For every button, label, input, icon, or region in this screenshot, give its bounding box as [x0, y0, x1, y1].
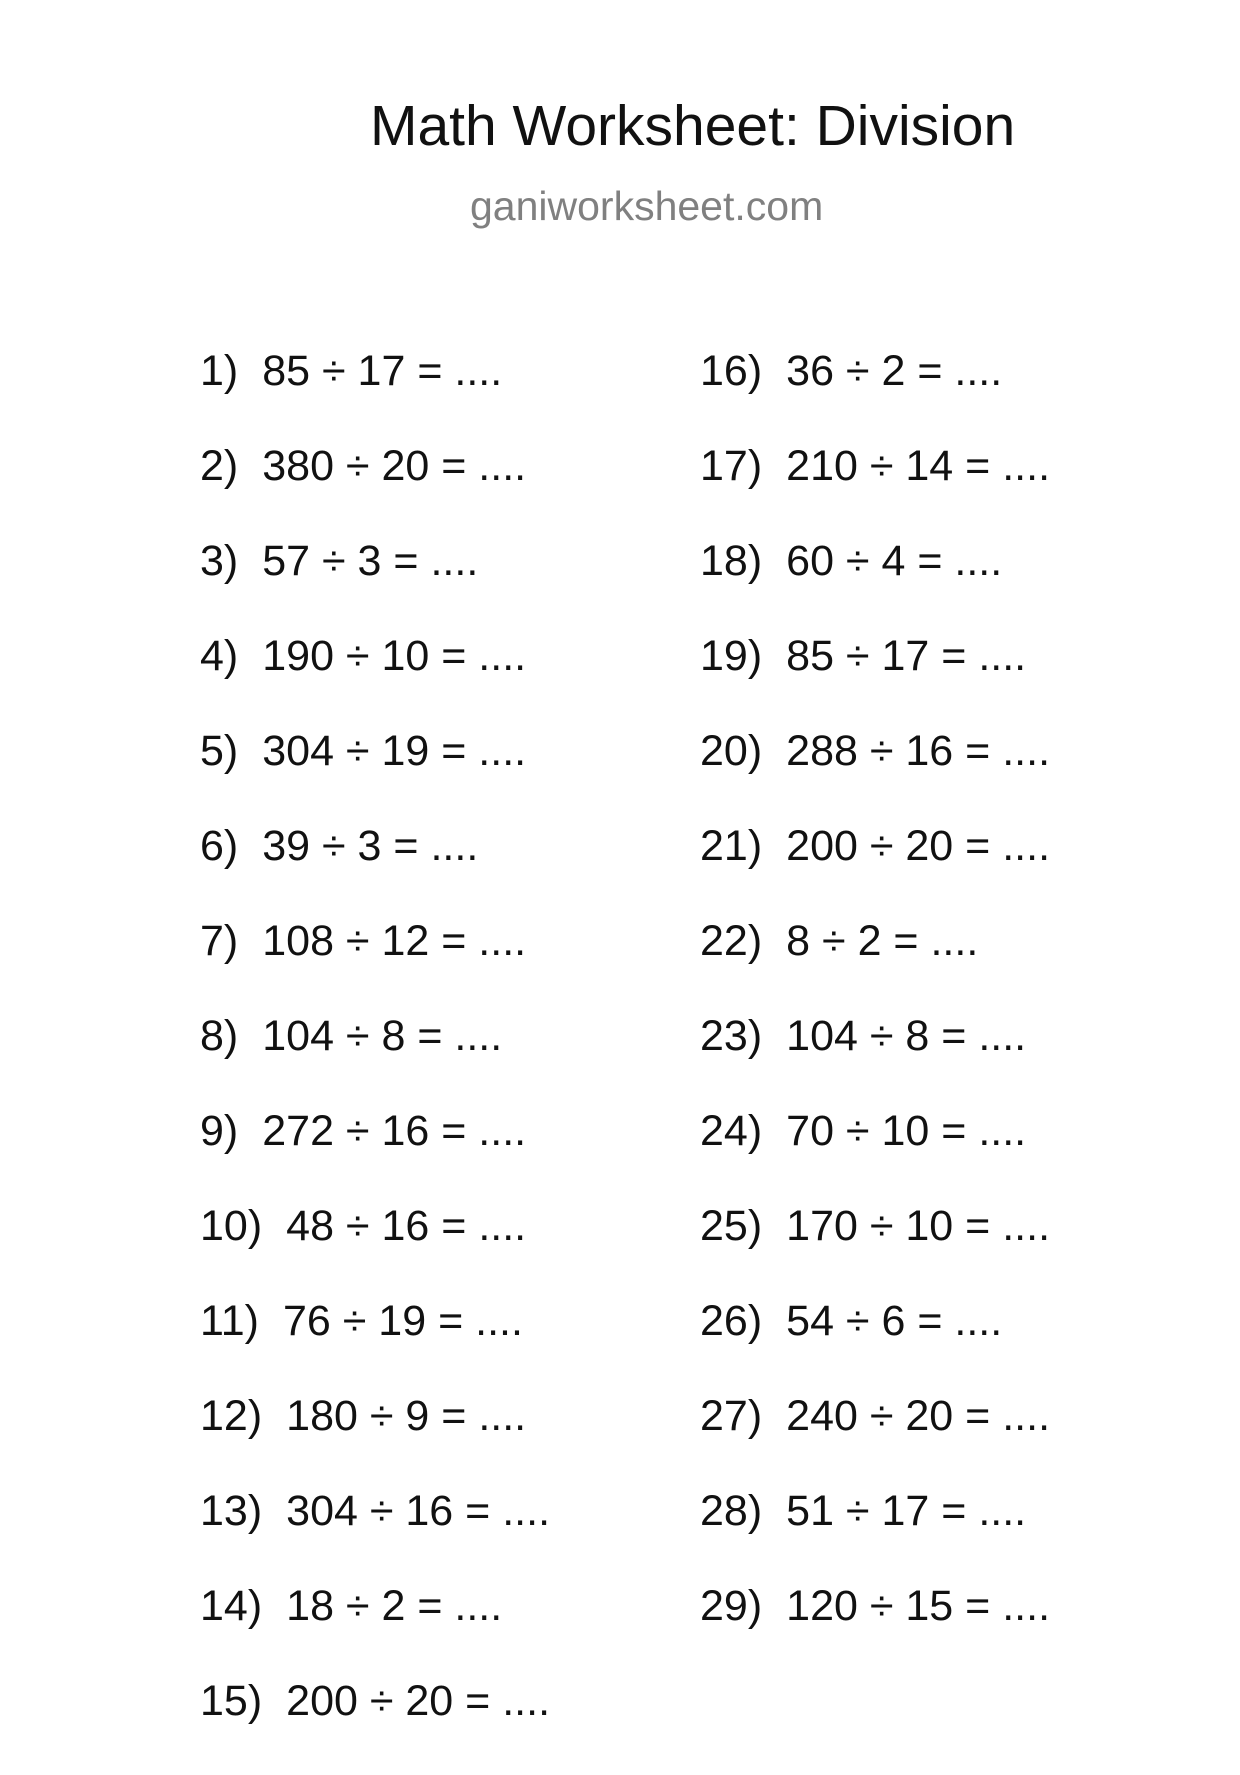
- problem-expression: 380 ÷ 20 = ....: [262, 442, 527, 490]
- problem-12: [200, 1392, 550, 1490]
- problem-1: [200, 347, 550, 445]
- problem-19: [700, 632, 1050, 730]
- problem-26: [700, 1297, 1050, 1395]
- problem-number: 13): [200, 1487, 263, 1535]
- problem-number: 10): [200, 1202, 263, 1250]
- problem-18: [700, 537, 1050, 635]
- problem-number: 19): [700, 632, 763, 680]
- problem-10: [200, 1202, 550, 1300]
- problem-27: [700, 1392, 1051, 1490]
- problem-expression: 76 ÷ 19 = ....: [282, 1297, 523, 1345]
- problem-expression: 170 ÷ 10 = ....: [786, 1202, 1051, 1250]
- problem-expression: 70 ÷ 10 = ....: [786, 1107, 1027, 1155]
- worksheet-title: Math Worksheet: Division: [370, 94, 1016, 158]
- problem-expression: 288 ÷ 16 = ....: [786, 727, 1051, 775]
- problem-15: [200, 1677, 551, 1775]
- problem-expression: 180 ÷ 9 = ....: [286, 1392, 527, 1440]
- problem-number: 25): [700, 1202, 763, 1250]
- problem-number: 24): [700, 1107, 763, 1155]
- problem-expression: 57 ÷ 3 = ....: [262, 537, 479, 585]
- problem-25: [700, 1202, 1051, 1300]
- problem-22: [700, 917, 1050, 1015]
- problem-number: 18): [700, 537, 763, 585]
- problem-number: 16): [700, 347, 763, 395]
- worksheet-source: ganiworksheet.com: [470, 183, 824, 229]
- problem-expression: 54 ÷ 6 = ....: [786, 1297, 1003, 1345]
- problem-expression: 48 ÷ 16 = ....: [286, 1202, 527, 1250]
- problem-number: 4): [200, 632, 239, 680]
- problem-8: [200, 1012, 550, 1110]
- problem-expression: 240 ÷ 20 = ....: [786, 1392, 1051, 1440]
- problem-7: [200, 917, 550, 1015]
- problem-28: [700, 1487, 1050, 1585]
- problem-number: 23): [700, 1012, 763, 1060]
- problem-expression: 104 ÷ 8 = ....: [786, 1012, 1027, 1060]
- problem-number: 1): [200, 347, 239, 395]
- problem-number: 29): [700, 1582, 763, 1630]
- problem-17: [700, 442, 1051, 540]
- problem-number: 28): [700, 1487, 763, 1535]
- problem-number: 7): [200, 917, 239, 965]
- problem-11: [200, 1297, 550, 1395]
- problem-number: 26): [700, 1297, 763, 1345]
- problem-expression: 304 ÷ 19 = ....: [262, 727, 527, 775]
- problem-number: 2): [200, 442, 239, 490]
- problem-4: [200, 632, 550, 730]
- problem-expression: 36 ÷ 2 = ....: [786, 347, 1003, 395]
- problem-number: 22): [700, 917, 763, 965]
- problem-number: 6): [200, 822, 239, 870]
- problem-number: 15): [200, 1677, 263, 1725]
- problem-number: 27): [700, 1392, 763, 1440]
- problem-number: 20): [700, 727, 763, 775]
- problem-expression: 190 ÷ 10 = ....: [262, 632, 527, 680]
- problem-20: [700, 727, 1051, 825]
- problem-expression: 8 ÷ 2 = ....: [786, 917, 979, 965]
- problem-5: [200, 727, 550, 825]
- problem-expression: 200 ÷ 20 = ....: [286, 1677, 551, 1725]
- problem-23: [700, 1012, 1050, 1110]
- problem-21: [700, 822, 1051, 920]
- problem-expression: 85 ÷ 17 = ....: [262, 347, 503, 395]
- problem-number: 21): [700, 822, 763, 870]
- problem-number: 3): [200, 537, 239, 585]
- problem-expression: 18 ÷ 2 = ....: [286, 1582, 503, 1630]
- problem-number: 5): [200, 727, 239, 775]
- problem-number: 17): [700, 442, 763, 490]
- problem-column-right: [700, 347, 1051, 1680]
- problem-14: [200, 1582, 550, 1680]
- problem-16: [700, 347, 1050, 445]
- problem-expression: 85 ÷ 17 = ....: [786, 632, 1027, 680]
- problem-number: 14): [200, 1582, 263, 1630]
- problem-expression: 210 ÷ 14 = ....: [786, 442, 1051, 490]
- problem-13: [200, 1487, 551, 1585]
- problem-expression: 272 ÷ 16 = ....: [262, 1107, 527, 1155]
- problem-column-left: [200, 347, 551, 1775]
- problem-expression: 120 ÷ 15 = ....: [786, 1582, 1051, 1630]
- problem-9: [200, 1107, 550, 1205]
- problem-expression: 60 ÷ 4 = ....: [786, 537, 1003, 585]
- problem-29: [700, 1582, 1051, 1680]
- problem-6: [200, 822, 550, 920]
- problem-expression: 51 ÷ 17 = ....: [786, 1487, 1027, 1535]
- problem-24: [700, 1107, 1050, 1205]
- problem-expression: 39 ÷ 3 = ....: [262, 822, 479, 870]
- problem-number: 9): [200, 1107, 239, 1155]
- problem-expression: 104 ÷ 8 = ....: [262, 1012, 503, 1060]
- problem-expression: 108 ÷ 12 = ....: [262, 917, 527, 965]
- problem-number: 12): [200, 1392, 263, 1440]
- problem-number: 11): [200, 1297, 259, 1345]
- problem-expression: 200 ÷ 20 = ....: [786, 822, 1051, 870]
- problem-number: 8): [200, 1012, 239, 1060]
- problem-expression: 304 ÷ 16 = ....: [286, 1487, 551, 1535]
- problem-3: [200, 537, 550, 635]
- problem-2: [200, 442, 550, 540]
